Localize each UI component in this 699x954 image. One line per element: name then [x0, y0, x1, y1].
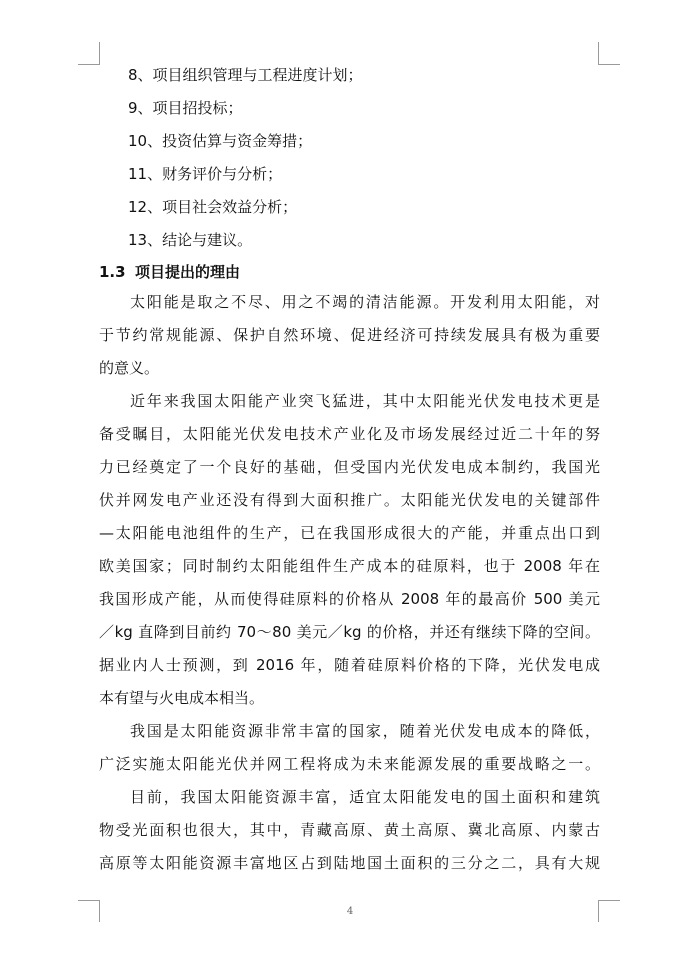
paragraph-line: 于节约常规能源、保护自然环境、促进经济可持续发展具有极为重要 [99, 326, 600, 344]
paragraph-line: 据业内人士预测，到 2016 年，随着硅原料价格的下降，光伏发电成 [99, 656, 600, 674]
crop-mark-bottom-left-horizontal [78, 900, 100, 901]
paragraph-line: ／kg 直降到目前约 70～80 美元／kg 的价格，并还有继续下降的空间。 [99, 623, 600, 641]
list-item: 8、项目组织管理与工程进度计划； [128, 66, 363, 84]
paragraph-line: 近年来我国太阳能产业突飞猛进，其中太阳能光伏发电技术更是 [130, 392, 600, 410]
list-item: 9、项目招投标； [128, 99, 243, 117]
list-item: 12、项目社会效益分析； [128, 198, 298, 216]
paragraph-line: 太阳能是取之不尽、用之不竭的清洁能源。开发利用太阳能，对 [130, 293, 600, 311]
paragraph-line: 备受瞩目，太阳能光伏发电技术产业化及市场发展经过近二十年的努 [99, 425, 600, 443]
paragraph-line: 目前，我国太阳能资源丰富，适宜太阳能发电的国土面积和建筑 [130, 788, 600, 806]
crop-mark-bottom-right-vertical [598, 900, 599, 922]
crop-mark-bottom-left-vertical [99, 900, 100, 922]
section-number: 1.3 [99, 263, 126, 281]
paragraph-line: 欧美国家；同时制约太阳能组件生产成本的硅原料，也于 2008 年在 [99, 557, 600, 575]
paragraph-line: —太阳能电池组件的生产，已在我国形成很大的产能，并重点出口到 [99, 524, 600, 542]
list-item: 13、结论与建议。 [128, 231, 253, 249]
paragraph-line: 我国形成产能，从而使得硅原料的价格从 2008 年的最高价 500 美元 [99, 590, 600, 608]
paragraph-line: 本有望与火电成本相当。 [99, 689, 265, 707]
crop-mark-top-right-horizontal [598, 64, 620, 65]
crop-mark-top-left-vertical [99, 42, 100, 64]
paragraph-line: 的意义。 [99, 359, 160, 377]
page-number: 4 [346, 906, 354, 917]
crop-mark-bottom-right-horizontal [598, 900, 620, 901]
section-title: 项目提出的理由 [135, 263, 241, 281]
list-item: 11、财务评价与分析； [128, 165, 283, 183]
paragraph-line: 力已经奠定了一个良好的基础，但受国内光伏发电成本制约，我国光 [99, 458, 600, 476]
crop-mark-top-right-vertical [598, 42, 599, 64]
section-heading [99, 261, 240, 282]
paragraph-line: 高原等太阳能资源丰富地区占到陆地国土面积的三分之二，具有大规 [99, 854, 600, 872]
crop-mark-top-left-horizontal [78, 64, 100, 65]
list-item: 10、投资估算与资金筹措； [128, 132, 313, 150]
paragraph-line: 物受光面积也很大，其中，青藏高原、黄土高原、冀北高原、内蒙古 [99, 821, 600, 839]
paragraph-line: 伏并网发电产业还没有得到大面积推广。太阳能光伏发电的关键部件 [99, 491, 600, 509]
paragraph-line: 我国是太阳能资源非常丰富的国家，随着光伏发电成本的降低， [130, 722, 600, 740]
paragraph-line: 广泛实施太阳能光伏并网工程将成为未来能源发展的重要战略之一。 [99, 755, 600, 773]
